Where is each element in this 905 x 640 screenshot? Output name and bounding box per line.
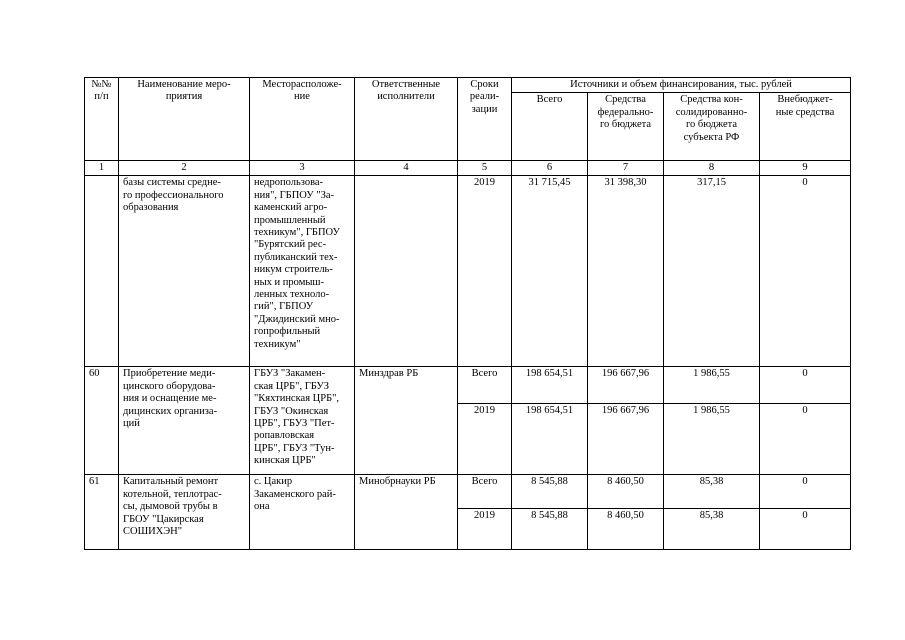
table-row <box>85 367 851 404</box>
row-extra: 0 <box>760 475 851 509</box>
row-name <box>119 475 250 550</box>
text-line: Наименование меро- <box>137 79 231 90</box>
text-line: котельной, теплотрас- <box>123 488 222 500</box>
text-line: реали- <box>469 91 500 103</box>
text-line: ЦРБ", ГБУЗ "Тун- <box>254 442 335 454</box>
column-number: 7 <box>588 161 664 176</box>
text-line: с. Цакир <box>254 476 293 488</box>
text-line: Приобретение меди- <box>123 368 216 380</box>
header-extra <box>760 93 851 161</box>
row-name <box>119 176 250 367</box>
text-line: дицинских организа- <box>123 405 218 417</box>
header-sources: Источники и объем финансирования, тыс. рублей <box>512 78 851 93</box>
row-number: 60 <box>85 367 119 475</box>
row-regional: 85,38 <box>664 475 760 509</box>
row-term: Всего <box>458 475 512 509</box>
text-line: Капитальный ремонт <box>123 476 219 488</box>
text-line: ГБУЗ "Окинская <box>254 405 329 417</box>
text-line: ные средства <box>775 106 835 118</box>
row-regional: 317,15 <box>664 176 760 367</box>
text-line: п/п <box>94 91 109 103</box>
row-total: 8 545,88 <box>512 475 588 509</box>
row-total: 198 654,51 <box>512 367 588 404</box>
text-line: она <box>254 501 270 513</box>
row-term: 2019 <box>458 404 512 475</box>
text-line: Средства кон- <box>680 94 743 106</box>
text-line: никум строитель- <box>254 264 333 276</box>
text-line: го профессионального <box>123 189 224 201</box>
row-federal: 31 398,30 <box>588 176 664 367</box>
row-extra: 0 <box>760 176 851 367</box>
column-numbers-row <box>85 161 851 176</box>
text-line: недропользова- <box>254 177 324 189</box>
text-line: Средства <box>605 94 646 106</box>
text-line: Сроки <box>470 79 499 90</box>
row-location <box>250 176 355 367</box>
text-line: ций <box>123 418 140 430</box>
row-number: 61 <box>85 475 119 550</box>
column-number: 5 <box>458 161 512 176</box>
row-responsible <box>355 176 458 367</box>
header-num <box>85 78 119 161</box>
text-line: базы системы средне- <box>123 177 221 189</box>
text-line: ЦРБ", ГБУЗ "Пет- <box>254 418 335 430</box>
text-line: ГБОУ "Цакирская <box>123 513 204 525</box>
text-line: "Джидинский мно- <box>254 313 340 325</box>
text-line: сы, дымовой трубы в <box>123 501 218 513</box>
row-total: 198 654,51 <box>512 404 588 475</box>
text-line: исполнители <box>377 91 435 103</box>
header-terms <box>458 78 512 161</box>
row-extra: 0 <box>760 404 851 475</box>
text-line: техникум", ГБПОУ <box>254 227 340 239</box>
row-term: Всего <box>458 367 512 404</box>
row-name <box>119 367 250 475</box>
row-regional: 1 986,55 <box>664 367 760 404</box>
text-line: каменский агро- <box>254 202 328 214</box>
row-federal: 196 667,96 <box>588 404 664 475</box>
row-location <box>250 367 355 475</box>
text-line: федерально- <box>597 106 654 118</box>
row-number <box>85 176 119 367</box>
text-line: гий", ГБПОУ <box>254 301 314 313</box>
column-number: 3 <box>250 161 355 176</box>
text-line: Ответственные <box>371 79 441 90</box>
row-term: 2019 <box>458 509 512 550</box>
financing-table <box>84 77 851 550</box>
row-total: 8 545,88 <box>512 509 588 550</box>
text-line: цинского оборудова- <box>123 380 216 392</box>
text-line: "Бурятский рес- <box>254 239 327 251</box>
row-responsible: Минобрнауки РБ <box>355 475 458 550</box>
row-responsible: Минздрав РБ <box>355 367 458 475</box>
text-line: ская ЦРБ", ГБУЗ <box>254 380 329 392</box>
column-number: 2 <box>119 161 250 176</box>
text-line: образования <box>123 202 179 214</box>
row-extra: 0 <box>760 367 851 404</box>
row-term: 2019 <box>458 176 512 367</box>
text-line: ния", ГБПОУ "За- <box>254 189 335 201</box>
row-extra: 0 <box>760 509 851 550</box>
row-federal: 196 667,96 <box>588 367 664 404</box>
text-line: гопрофильный <box>254 326 321 338</box>
text-line: ропавловская <box>254 430 315 442</box>
table-row <box>85 176 851 367</box>
row-regional: 1 986,55 <box>664 404 760 475</box>
row-federal: 8 460,50 <box>588 509 664 550</box>
text-line: ния и оснащение ме- <box>123 393 217 405</box>
text-line: СОШИХЭН" <box>123 526 183 538</box>
column-number: 4 <box>355 161 458 176</box>
text-line: приятия <box>165 91 203 103</box>
header-responsible <box>355 78 458 161</box>
text-line: кинская ЦРБ" <box>254 455 316 467</box>
header-location <box>250 78 355 161</box>
header-name <box>119 78 250 161</box>
header-federal <box>588 93 664 161</box>
row-location <box>250 475 355 550</box>
text-line: техникум" <box>254 338 301 350</box>
text-line: промышленный <box>254 214 326 226</box>
table-row <box>85 475 851 509</box>
row-total: 31 715,45 <box>512 176 588 367</box>
header-regional <box>664 93 760 161</box>
text-line: го бюджета <box>685 119 738 131</box>
row-federal: 8 460,50 <box>588 475 664 509</box>
text-line: Всего <box>536 94 563 106</box>
text-line: солидированно- <box>675 106 748 118</box>
column-number: 6 <box>512 161 588 176</box>
text-line: ГБУЗ "Закамен- <box>254 368 326 380</box>
text-line: ние <box>294 91 310 103</box>
text-line: Внебюджет- <box>777 94 833 106</box>
column-number: 1 <box>85 161 119 176</box>
row-regional: 85,38 <box>664 509 760 550</box>
text-line: зации <box>471 103 498 115</box>
text-line: субъекта РФ <box>683 131 740 143</box>
column-number: 8 <box>664 161 760 176</box>
text-line: №№ <box>91 79 112 90</box>
text-line: Закаменского рай- <box>254 488 336 500</box>
text-line: публиканский тех- <box>254 251 338 263</box>
header-total <box>512 93 588 161</box>
column-number: 9 <box>760 161 851 176</box>
text-line: "Кяхтинская ЦРБ", <box>254 393 340 405</box>
text-line: Месторасположе- <box>262 79 342 90</box>
text-line: го бюджета <box>599 119 652 131</box>
text-line: ленных техноло- <box>254 289 330 301</box>
text-line: ных и промыш- <box>254 276 324 288</box>
